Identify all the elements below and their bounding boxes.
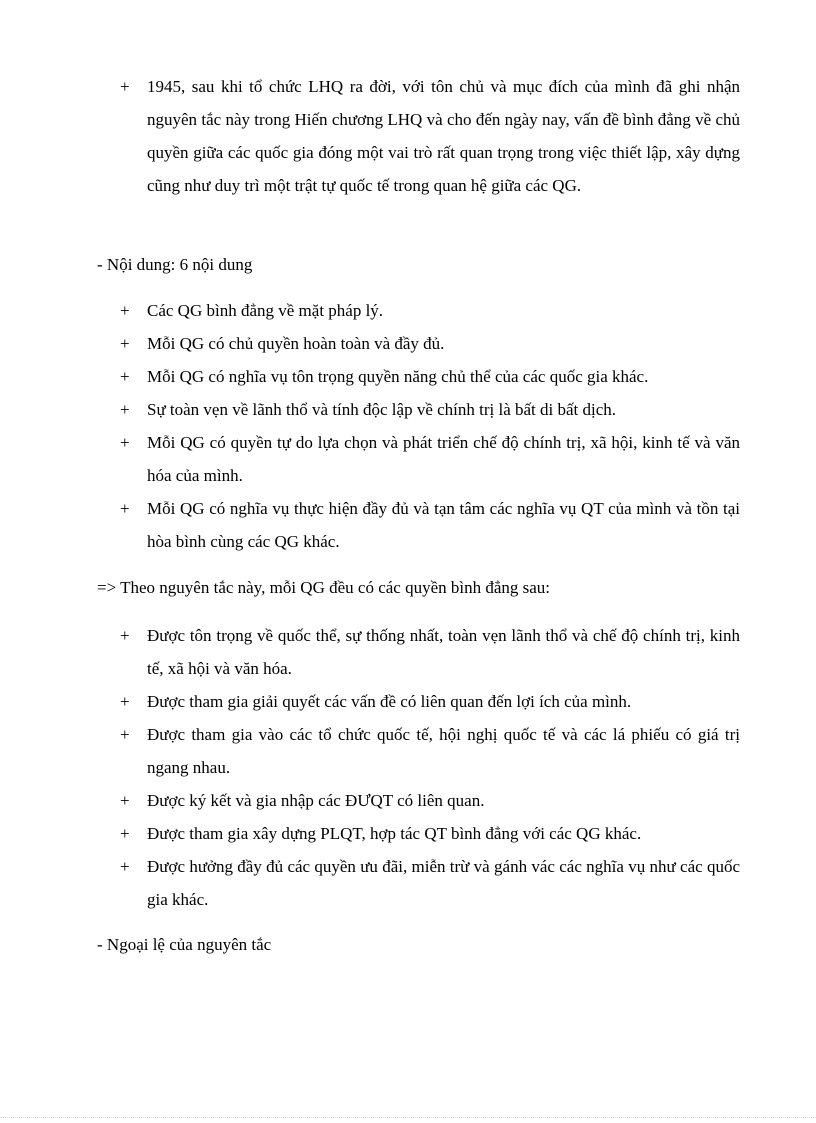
list-item-text: Mỗi QG có nghĩa vụ thực hiện đầy đủ và tạn tâm các nghĩa vụ QT của mình và tồn tại hòa bình cùng các QG khác. (147, 499, 740, 551)
list-item (120, 718, 740, 784)
list-item-text: Sự toàn vẹn về lãnh thổ và tính độc lập về chính trị là bất di bất dịch. (147, 400, 617, 419)
list-item-text: Được tham gia giải quyết các vấn đề có liên quan đến lợi ích của mình. (147, 692, 632, 711)
list-item (120, 817, 740, 850)
bullet-marker: + (120, 334, 130, 353)
list-item-text: Được tôn trọng về quốc thể, sự thống nhất, toàn vẹn lãnh thổ và chế độ chính trị, kinh tế, xã hội và văn hóa. (147, 626, 740, 678)
list-item (120, 327, 740, 360)
list-item-text: Mỗi QG có quyền tự do lựa chọn và phát triển chế độ chính trị, xã hội, kinh tế và văn hóa của mình. (147, 433, 740, 485)
list-item (120, 784, 740, 817)
section-heading-exceptions: - Ngoại lệ của nguyên tắc (97, 935, 272, 954)
bullet-marker: + (120, 400, 130, 419)
list-item-text: 1945, sau khi tổ chức LHQ ra đời, với tôn chủ và mục đích của mình đã ghi nhận nguyên tắc này trong Hiến chương LHQ và cho đến ngày nay, vấn đề bình đẳng về chủ quyền giữa các quốc gia đóng một vai trò rất quan trọng trong việc thiết lập, xây dựng cũng như duy trì một trật tự quốc tế trong quan hệ giữa các QG. (147, 77, 740, 195)
page-bottom-divider (0, 1117, 816, 1118)
list-item (120, 393, 740, 426)
list-item-text: Mỗi QG có chủ quyền hoàn toàn và đầy đủ. (147, 334, 445, 353)
list-item-text: Được tham gia xây dựng PLQT, hợp tác QT bình đẳng với các QG khác. (147, 824, 642, 843)
list-item (120, 360, 740, 393)
list-item (120, 850, 740, 916)
list-item (120, 619, 740, 685)
intro-list (120, 70, 740, 202)
bullet-marker: + (120, 301, 130, 320)
list-item (120, 70, 740, 202)
list-item (120, 426, 740, 492)
rights-list (120, 619, 740, 916)
list-item-text: Mỗi QG có nghĩa vụ tôn trọng quyền năng chủ thể của các quốc gia khác. (147, 367, 649, 386)
list-item-text: Các QG bình đẳng về mặt pháp lý. (147, 301, 384, 320)
bullet-marker: + (120, 433, 130, 452)
bullet-marker: + (120, 824, 130, 843)
bullet-marker: + (120, 791, 130, 810)
list-item (120, 294, 740, 327)
section-heading-content: - Nội dung: 6 nội dung (97, 255, 253, 274)
bullet-marker: + (120, 725, 130, 744)
bullet-marker: + (120, 77, 130, 96)
content-list (120, 294, 740, 558)
section-heading-rights: => Theo nguyên tắc này, mỗi QG đều có các quyền bình đẳng sau: (97, 578, 551, 597)
list-item-text: Được ký kết và gia nhập các ĐƯQT có liên quan. (147, 791, 485, 810)
list-item-text: Được hưởng đầy đủ các quyền ưu đãi, miễn trừ và gánh vác các nghĩa vụ như các quốc gia khác. (147, 857, 740, 909)
list-item (120, 492, 740, 558)
bullet-marker: + (120, 367, 130, 386)
bullet-marker: + (120, 692, 130, 711)
bullet-marker: + (120, 499, 130, 518)
list-item (120, 685, 740, 718)
list-item-text: Được tham gia vào các tổ chức quốc tế, hội nghị quốc tế và các lá phiếu có giá trị ngang nhau. (147, 725, 740, 777)
bullet-marker: + (120, 857, 130, 876)
bullet-marker: + (120, 626, 130, 645)
